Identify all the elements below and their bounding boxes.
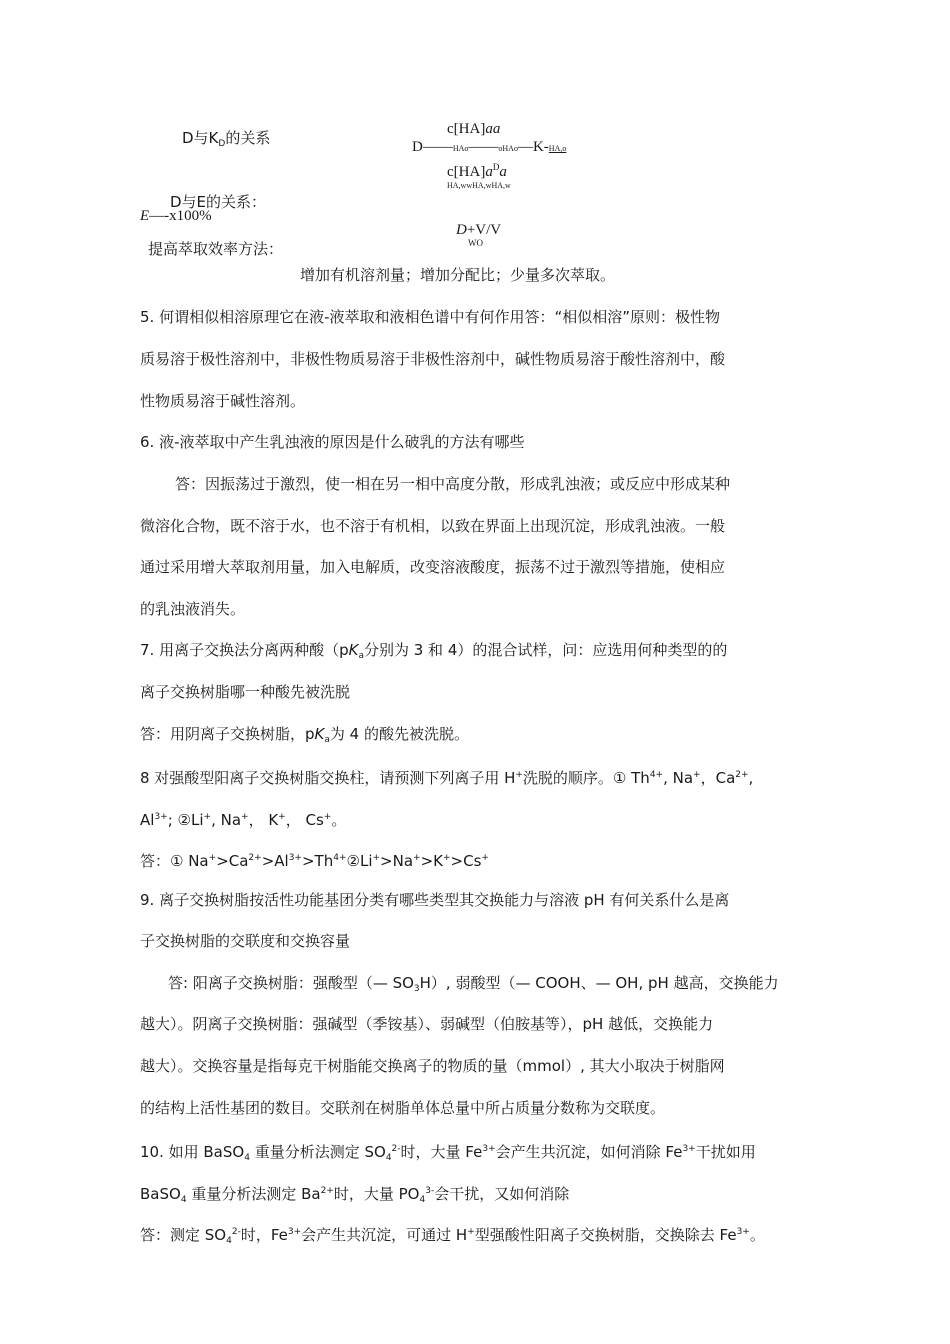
dv-denominator-formula: D+V/V WO xyxy=(456,222,502,248)
question-6-answer-line-3: 通过采用增大萃取剂用量，加入电解质，改变溶液酸度，振荡不过于激烈等措施，使相应 xyxy=(140,558,726,576)
question-8-line-1: 8 对强酸型阳离子交换树脂交换柱，请预测下列离子用 H+洗脱的顺序。① $Th^{4+}$, Na+，$Ca^{2+}$, xyxy=(140,769,754,787)
question-9-answer-line-4: 的结构上活性基团的数目。交联剂在树脂单体总量中所占质量分数称为交联度。 xyxy=(140,1099,666,1117)
question-6-title: 6. 液-液萃取中产生乳浊液的原因是什么破乳的方法有哪些 xyxy=(140,433,525,451)
question-6-answer-line-2: 微溶化合物，既不溶于水，也不溶于有机相，以致在界面上出现沉淀，形成乳浊液。一般 xyxy=(140,517,726,535)
question-6-answer-line-1: 答：因振荡过于激烈，使一相在另一相中高度分散，形成乳浊液；或反应中形成某种 xyxy=(175,475,731,493)
formula-denominator: $c[HA]a^Da$ xyxy=(447,162,507,180)
question-7-answer: 答：用阴离子交换树脂，$pK_a$为 4 的酸先被洗脱。 xyxy=(140,725,469,745)
d-e-relation-label: D与E的关系： xyxy=(170,193,267,211)
d-kd-relation-label: D与$K_D$的关系 xyxy=(182,129,271,149)
question-9-answer-line-2: 越大）。阴离子交换树脂：强碱型（季铵基）、弱碱型（伯胺基等），pH 越低，交换能力 xyxy=(140,1015,714,1033)
question-6-answer-line-4: 的乳浊液消失。 xyxy=(140,600,246,618)
question-8-line-2: $Al^{3+}$; ②Li+, Na+， K+， Cs+。 xyxy=(140,811,347,829)
improve-efficiency-label: 提高萃取效率方法： xyxy=(148,240,284,258)
question-10-answer: 答：测定 $SO_4^{2-}$时，$Fe^{3+}$会产生共沉淀，可通过 H+型强酸性阳离子交换树脂，交换除去 $Fe^{3+}$。 xyxy=(140,1226,765,1246)
question-7-line-1: 7. 用离子交换法分离两种酸（$pK_a$分别为 3 和 4）的混合试样，问：应选用何种类型的的 xyxy=(140,641,728,661)
question-5-line-2: 质易溶于极性溶剂中，非极性物质易溶于非极性溶剂中，碱性物质易溶于酸性溶剂中，酸 xyxy=(140,350,726,368)
question-10-line-1: 10. 如用 BaSO$_4$ 重量分析法测定 $SO_4^{2-}$时，大量 $Fe^{3+}$会产生共沉淀，如何消除 $Fe^{3+}$干扰如用 xyxy=(140,1143,756,1163)
extraction-efficiency-formula: E—-x100% xyxy=(140,208,212,224)
question-5-line-3: 性物质易溶于碱性溶剂。 xyxy=(140,392,306,410)
question-5-line-1: 5. 何谓相似相溶原理它在液-液萃取和液相色谱中有何作用答：“相似相溶”原则：极性物 xyxy=(140,308,721,326)
formula-numerator: c[HA]aa xyxy=(447,121,501,137)
question-8-answer: 答：① $Na^+>Ca^{2+}>Al^{3+}>Th^{4+}②Li^+>Na^+>K^+>Cs^+$ xyxy=(140,852,489,870)
question-7-line-2: 离子交换树脂哪一种酸先被洗脱 xyxy=(140,683,351,701)
question-10-line-2: BaSO$_4$ 重量分析法测定 $Ba^{2+}$时，大量 $PO_4^{3-}$会干扰，又如何消除 xyxy=(140,1185,570,1205)
formula-main-line: D——HAo——oHAo—K-HA,o xyxy=(412,139,567,155)
distribution-ratio-formula xyxy=(412,120,566,191)
question-9-answer-line-3: 越大）。交换容量是指每克干树脂能交换离子的物质的量（mmol）, 其大小取决于树脂网 xyxy=(140,1057,725,1075)
improve-efficiency-answer: 增加有机溶剂量；增加分配比；少量多次萃取。 xyxy=(300,266,616,284)
formula-denominator-subscripts: HA,wwHA,wHA,w xyxy=(447,181,511,190)
question-9-answer-line-1: 答: 阳离子交换树脂：强酸型（— $SO_3H$）, 弱酸型（— COOH、— OH, pH 越高，交换能力 xyxy=(168,974,779,994)
question-9-line-1: 9. 离子交换树脂按活性功能基团分类有哪些类型其交换能力与溶液 pH 有何关系什么是离 xyxy=(140,891,730,909)
question-9-line-2: 子交换树脂的交联度和交换容量 xyxy=(140,932,351,950)
